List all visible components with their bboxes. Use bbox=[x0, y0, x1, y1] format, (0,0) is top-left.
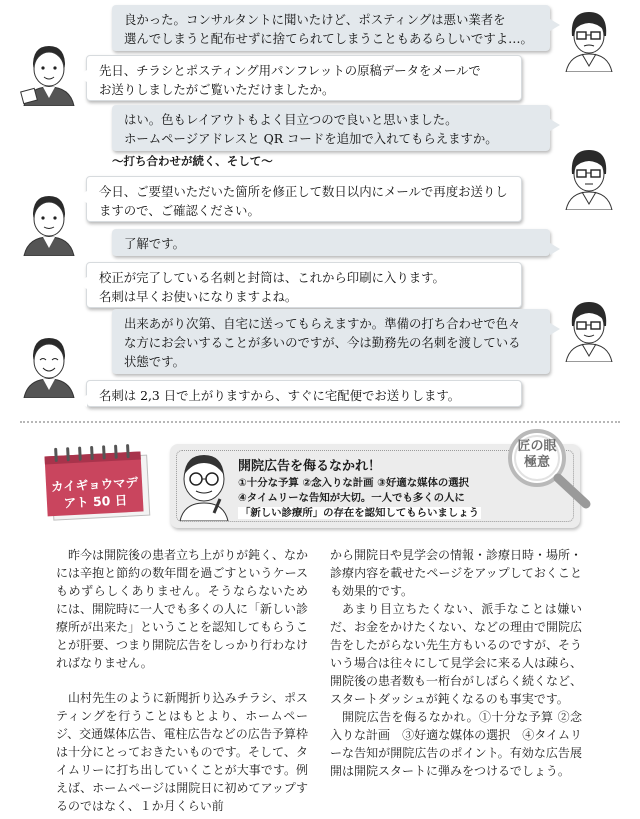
article-column-right bbox=[330, 546, 582, 780]
bubble-line: ホームページアドレスと QR コードを追加で入れてもらえますか。 bbox=[124, 131, 498, 146]
article-paragraph: から開院日や見学会の情報・診療日時・場所・診療内容を載せたページをアップしておくことも効果的です。 bbox=[330, 548, 583, 598]
expert-face-icon bbox=[176, 451, 232, 521]
dialogue-bubble-consultant bbox=[86, 262, 522, 308]
badge-line: 匠の眼 bbox=[517, 439, 557, 454]
consultant-avatar-icon bbox=[18, 332, 80, 398]
bubble-line: お送りしましたがご覧いただけましたか。 bbox=[99, 82, 335, 97]
article-paragraph: 昨今は開院後の患者立ち上がりが鈍く、なかには辛抱と節約の数年間を過ごすというケースもめずらしくありません。そうならないためには、開院時に一人でも多くの人に「新しい診療所が出来た」ということを認知してもらうことが肝要、つまり開院広告をしっかり行わなければなりません。 bbox=[56, 548, 309, 670]
tip-line bbox=[238, 504, 481, 519]
dialogue-bubble-doctor bbox=[112, 229, 550, 256]
bubble-line: 出来あがり次第、自宅に送ってもらえますか。準備の打ち合わせで色々 bbox=[124, 316, 521, 331]
tip-highlight: 「新しい診療所」の存在を認知してもらいましょう bbox=[240, 507, 479, 519]
bubble-line: ますので、ご確認ください。 bbox=[99, 203, 260, 218]
bubble-line: 先日、チラシとポスティング用パンフレットの原稿データをメールで bbox=[99, 63, 481, 78]
dialogue-bubble-consultant bbox=[86, 380, 522, 407]
expert-badge bbox=[511, 439, 563, 471]
tip-line: ①十分な予算 ②念入りな計画 ③好適な媒体の選択 bbox=[238, 477, 470, 489]
consultant-avatar-icon bbox=[18, 40, 80, 106]
calendar-line: カイギョウマデ bbox=[50, 474, 139, 495]
badge-line: 極意 bbox=[523, 455, 550, 470]
dialogue-bubble-doctor bbox=[112, 309, 550, 374]
dialogue-bubble-consultant bbox=[86, 176, 522, 222]
article-paragraph: 山村先生のように新聞折り込みチラシ、ポスティングを行うことはもとより、ホームページ、交通媒体広告、電柱広告などの広告予算枠は十分にとっておきたいものです。そして、タイムリーに打ち出していくことが大事です。例えば、ホームページは開院日に初めてアップするのではなく、１か月くらい前 bbox=[56, 691, 308, 813]
consultant-avatar-icon bbox=[18, 190, 80, 256]
bubble-line: 校正が完了している名刺と封筒は、これから印刷に入ります。 bbox=[99, 270, 445, 285]
dialogue-bubble-doctor bbox=[112, 105, 550, 151]
section-divider bbox=[20, 421, 620, 423]
bubble-line: 状態です。 bbox=[124, 354, 185, 369]
bubble-line: 了解です。 bbox=[124, 236, 185, 251]
bubble-line: 今日、ご要望いただいた箇所を修正して数日以内にメールで再度お送りし bbox=[99, 184, 508, 199]
tip-title: 開院広告を侮るなかれ！ bbox=[238, 459, 382, 474]
tip-line: ④タイムリーな告知が大切。一人でも多くの人に bbox=[238, 492, 465, 504]
bubble-line: な方にお会いすることが多いのですが、今は勤務先の名刺を渡している bbox=[124, 335, 521, 350]
bubble-line: はい。色もレイアウトもよく目立つので良いと思いました。 bbox=[124, 112, 458, 127]
dialogue-bubble-consultant bbox=[86, 55, 522, 101]
article-paragraph: あまり目立ちたくない、派手なことは嫌いだ、お金をかけたくない、などの理由で開院広告をしたがらない先生方もいるのですが、そういう場合は往々にして見学会に来る人は疎ら、開院後の患者数も一桁台がしばらく続くなど、スタートダッシュが鈍くなるのも事実です。 bbox=[330, 602, 583, 706]
calendar-countdown bbox=[45, 473, 145, 512]
calendar-line: アト 50 日 bbox=[63, 492, 128, 511]
doctor-avatar-icon bbox=[558, 144, 620, 210]
bubble-line: 選んでしまうと配布せずに捨てられてしまうこともあるらしいですよ…。 bbox=[124, 31, 533, 46]
bubble-line: 名刺は早くお使いになりますよね。 bbox=[99, 289, 298, 304]
article-paragraph: 開院広告を侮るなかれ。①十分な予算 ②念入りな計画 ③好適な媒体の選択 ④タイムリーな告知が開院広告のポイント。有効な広告展開は開院スタートに弾みをつけるでしょう。 bbox=[330, 710, 582, 778]
bubble-line: 名刺は 2,3 日で上がりますから、すぐに宅配便でお送りします。 bbox=[99, 388, 461, 403]
bubble-line: 良かった。コンサルタントに聞いたけど、ポスティングは悪い業者を bbox=[124, 12, 506, 27]
interlude-caption: ～打ち合わせが続く、そして～ bbox=[112, 154, 273, 168]
dialogue-bubble-doctor bbox=[112, 5, 550, 51]
doctor-avatar-icon bbox=[558, 6, 620, 72]
doctor-avatar-icon bbox=[558, 296, 620, 362]
article-column-left bbox=[56, 546, 308, 815]
